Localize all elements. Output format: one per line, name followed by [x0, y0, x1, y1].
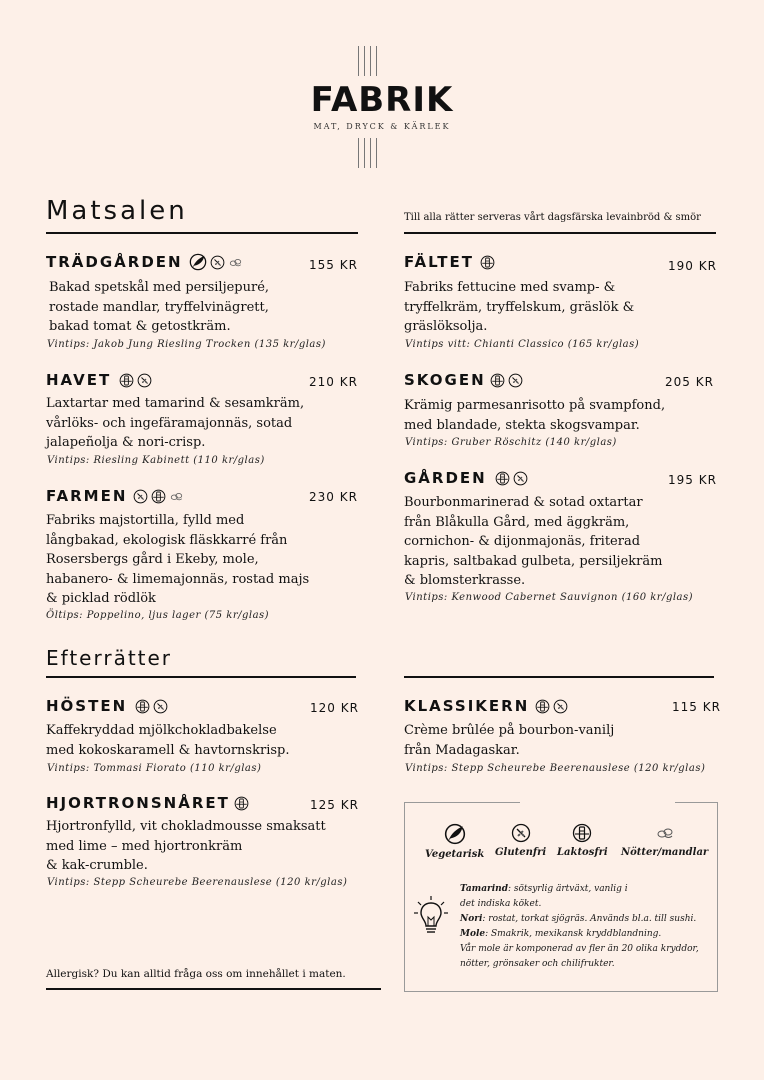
allergy-note: Allergisk? Du kan alltid fråga oss om innehållet i maten.: [46, 968, 346, 980]
gluten-free-icon: [137, 373, 152, 388]
dish-description: Kaffekryddad mjölkchokladbakelse med kokoskaramell & havtornskrisp.: [46, 723, 290, 758]
vegetarian-icon: [444, 823, 466, 845]
dish-title: FARMEN: [46, 487, 128, 505]
bread-note: Till alla rätter serveras vårt dagsfärska levainbröd & smör: [404, 212, 701, 223]
dish-name: [404, 253, 495, 271]
lactose-free-icon: [234, 796, 249, 811]
wine-tip: Vintips: Jakob Jung Riesling Trocken (135 kr/glas): [47, 339, 326, 350]
glossary: Tamarind: sötsyrlig ärtväxt, vanlig i det indiska köket. Nori: rostat, torkat sjögräs. Används bl.a. till sushi. Mole: Smakrik, mexikansk kryddblandning. Vår mole är komponerad av fler än 20 olika kryddor, nötter, grönsaker och chilifrukter.: [460, 884, 699, 969]
lightbulb-icon: [414, 895, 448, 939]
gluten-free-icon: [513, 471, 528, 486]
dish-description: Krämig parmesanrisotto på svampfond, med blandade, stekta skogsvampar.: [404, 398, 666, 433]
dish-price: 205 KR: [665, 375, 714, 389]
dish-name: [46, 253, 243, 271]
lactose-free-icon: [119, 373, 134, 388]
dish-name: [46, 697, 168, 715]
gluten-free-icon: [508, 373, 523, 388]
dish-title: HAVET: [46, 371, 112, 389]
dish-price: 155 KR: [309, 258, 358, 272]
dish-price: 190 KR: [668, 259, 717, 273]
dish-price: 125 KR: [310, 798, 359, 812]
legend-item-lactose-free: Laktosfri: [557, 823, 608, 858]
dish-description: Crème brûlée på bourbon-vanilj från Madagaskar.: [404, 723, 615, 758]
lactose-free-icon: [535, 699, 550, 714]
dish-title: SKOGEN: [404, 371, 486, 389]
logo-lines-top: [358, 46, 378, 76]
dish-description: Bakad spetskål med persiljepuré, rostade mandlar, tryffelvinägrett, bakad tomat & getostkräm.: [49, 280, 270, 334]
dish-title: FÄLTET: [404, 253, 474, 271]
dish-price: 120 KR: [310, 701, 359, 715]
dish-description: Bourbonmarinerad & sotad oxtartar från Blåkulla Gård, med äggkräm, cornichon- & dijonmajonäs, friterad kapris, saltbakad gulbeta, persiljekräm & blomsterkrasse.: [404, 495, 663, 588]
dish-price: 210 KR: [309, 375, 358, 389]
dish-description: Laxtartar med tamarind & sesamkräm, vårlöks- och ingefäramajonnäs, sotad jalapeñolja & nori-crisp.: [46, 396, 305, 450]
gluten-free-icon: [553, 699, 568, 714]
dish-description: Fabriks majstortilla, fylld med långbakad, ekologisk fläskkarré från Rosersbergs gård i Ekeby, mole, habanero- & limemajonnäs, rostad majs & picklad rödlök: [46, 513, 310, 606]
divider: [404, 232, 716, 234]
dish-title: HJORTRONSNÅRET: [46, 794, 230, 812]
lactose-free-icon: [151, 489, 166, 504]
dish-name: [46, 794, 249, 812]
wine-tip: Vintips: Stepp Scheurebe Beerenauslese (120 kr/glas): [47, 877, 348, 888]
section-title-matsalen: Matsalen: [46, 196, 188, 226]
dish-title: HÖSTEN: [46, 697, 128, 715]
legend-item-nuts: Nötter/mandlar: [621, 823, 708, 858]
dish-price: 195 KR: [668, 473, 717, 487]
logo-tagline: MAT, DRYCK & KÄRLEK: [313, 122, 451, 131]
dish-name: [404, 469, 528, 487]
logo-wordmark: FABRIK: [310, 80, 454, 120]
lactose-free-icon: [135, 699, 150, 714]
gluten-free-icon: [133, 489, 148, 504]
logo-lines-bottom: [358, 138, 378, 168]
divider: [46, 676, 356, 678]
gluten-free-icon: [210, 255, 225, 270]
dish-name: [404, 371, 523, 389]
nuts-icon: [169, 489, 184, 504]
wine-tip: Vintips: Stepp Scheurebe Beerenauslese (120 kr/glas): [405, 763, 706, 774]
dish-name: [404, 697, 568, 715]
lactose-free-icon: [480, 255, 495, 270]
dish-name: [46, 371, 152, 389]
wine-tip: Vintips: Gruber Röschitz (140 kr/glas): [405, 437, 617, 448]
divider: [404, 676, 714, 678]
nuts-icon: [228, 255, 243, 270]
gluten-free-icon: [511, 823, 531, 843]
wine-tip: Vintips: Tommasi Fiorato (110 kr/glas): [47, 763, 262, 774]
wine-tip: Vintips: Kenwood Cabernet Sauvignon (160 kr/glas): [405, 592, 694, 603]
gluten-free-icon: [153, 699, 168, 714]
legend-item-vegetarian: Vegetarisk: [425, 823, 484, 860]
dish-description: Fabriks fettucine med svamp- & tryffelkräm, tryffelskum, gräslök & gräslöksolja.: [404, 280, 635, 334]
wine-tip: Vintips: Riesling Kabinett (110 kr/glas): [47, 455, 265, 466]
section-title-efterratter: Efterrätter: [46, 646, 173, 670]
dish-description: Hjortronfylld, vit chokladmousse smaksatt med lime – med hjortronkräm & kak-crumble.: [46, 819, 326, 873]
lactose-free-icon: [572, 823, 592, 843]
vegetarian-icon: [189, 253, 207, 271]
nuts-icon: [655, 823, 675, 843]
wine-tip: Vintips vitt: Chianti Classico (165 kr/glas): [405, 339, 640, 350]
dish-title: KLASSIKERN: [404, 697, 530, 715]
dish-name: [46, 487, 184, 505]
dish-title: TRÄDGÅRDEN: [46, 253, 183, 271]
divider: [46, 988, 381, 990]
lactose-free-icon: [490, 373, 505, 388]
beer-tip: Öltips: Poppelino, ljus lager (75 kr/glas): [46, 610, 270, 621]
legend-item-gluten-free: Glutenfri: [495, 823, 546, 858]
lactose-free-icon: [495, 471, 510, 486]
dish-title: GÅRDEN: [404, 469, 487, 487]
dish-price: 230 KR: [309, 490, 358, 504]
dish-price: 115 KR: [672, 700, 721, 714]
divider: [46, 232, 358, 234]
